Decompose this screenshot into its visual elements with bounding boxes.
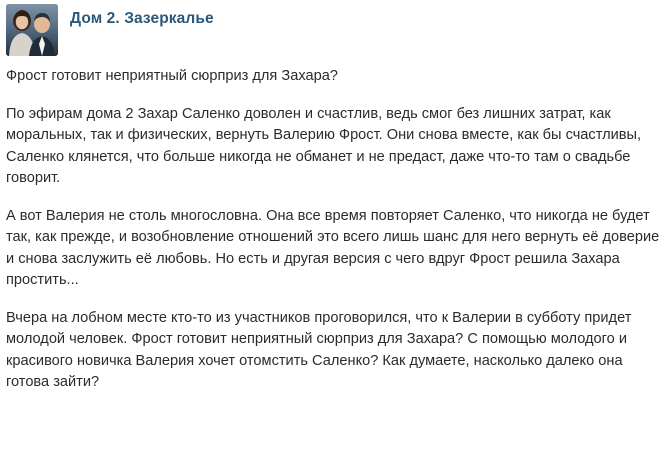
post-paragraph: По эфирам дома 2 Захар Саленко доволен и счастлив, ведь смог без лишних затрат, как моральных, так и физических, вернуть Валерию Фрост. Они снова вместе, как бы счастливы, Саленко клянется, что больше никогда не обманет и не предаст, даже что-то там о свадьбе говорит.: [6, 105, 642, 186]
avatar-image: [6, 4, 58, 56]
community-title[interactable]: Дом 2. Зазеркалье: [70, 10, 214, 27]
post-body: [6, 56, 662, 394]
avatar[interactable]: [6, 4, 58, 56]
post-paragraph: Вчера на лобном месте кто-то из участников проговорился, что к Валерии в субботу придет молодой человек. Фрост готовит неприятный сюрприз для Захара? С помощью молодого и красивого новичка Валерия хочет отомстить Саленко? Как думаете, насколько далеко она готова зайти?: [6, 309, 632, 390]
post-lead: Фрост готовит неприятный сюрприз для Захара?: [6, 68, 338, 84]
post-paragraph: А вот Валерия не столь многословна. Она все время повторяет Саленко, что никогда не будет так, как прежде, и возобновление отношений это всего лишь шанс для него вернуть её доверие и снова заслужить её любовь. Но есть и другая версия с чего вдруг Фрост решила Захара простить...: [6, 207, 660, 288]
post-header: [6, 0, 662, 56]
